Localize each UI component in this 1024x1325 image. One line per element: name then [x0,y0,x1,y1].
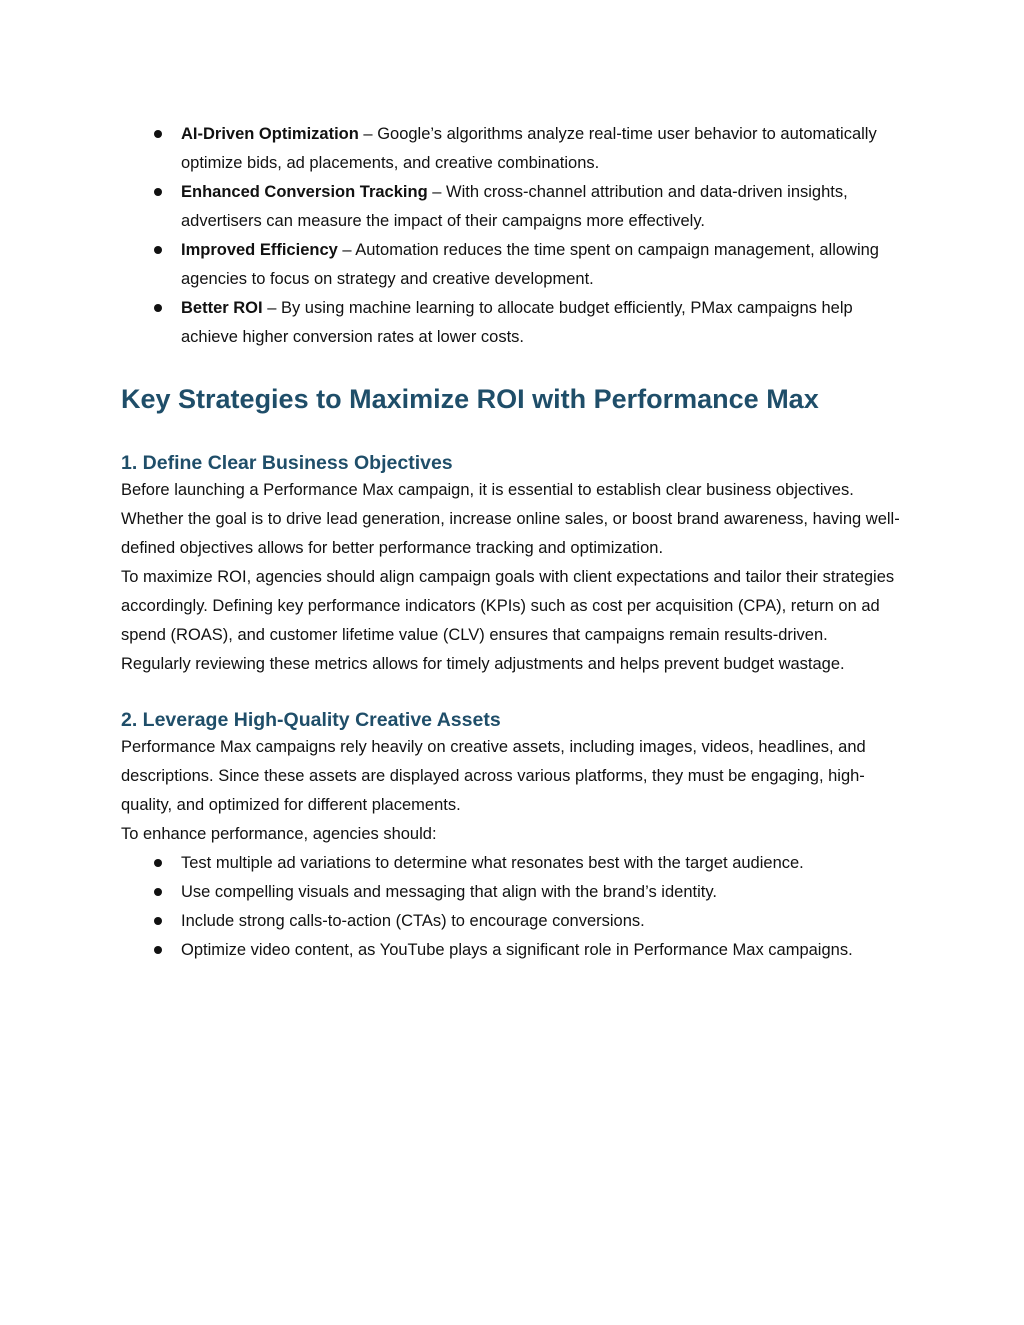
bullet-icon [154,888,162,896]
list-item [121,294,901,352]
list-item [121,907,901,936]
section-1-paragraph-2: To maximize ROI, agencies should align campaign goals with client expectations and tailor their strategies accordingly. Defining key performance indicators (KPIs) such as cost per acquisition (CPA), return on ad spend (ROAS), and customer lifetime value (CLV) ensures that campaigns remain results-driven. Regularly reviewing these metrics allows for timely adjustments and helps prevent budget wastage. [121,568,895,673]
section-1-title: 1. Define Clear Business Objectives [121,452,453,474]
bullet-icon [154,246,162,254]
list-item [121,878,901,907]
list-item [121,849,901,878]
section-2-paragraph-1: Performance Max campaigns rely heavily on creative assets, including images, videos, headlines, and descriptions. Since these assets are displayed across various platforms, they must be engaging, high-quality, and optimized for different placements. [121,738,866,814]
list-item [121,936,901,965]
section-1-paragraph-1: Before launching a Performance Max campaign, it is essential to establish clear business objectives. Whether the goal is to drive lead generation, increase online sales, or boost brand awareness, having well-defined objectives allows for better performance tracking and optimization. [121,481,900,557]
bullet-icon [154,946,162,954]
document-content [121,120,901,965]
list-item-text: – By using machine learning to allocate budget efficiently, PMax campaigns help achieve higher conversion rates at lower costs. [181,299,853,346]
list-item-text: Use compelling visuals and messaging that align with the brand’s identity. [181,883,717,901]
list-item-title: Improved Efficiency [181,241,338,259]
list-item-title: Enhanced Conversion Tracking [181,183,428,201]
creative-tips-list [121,849,901,965]
bullet-icon [154,130,162,138]
list-item-text: – With cross-channel attribution and data-driven insights, advertisers can measure the impact of their campaigns more effectively. [181,183,848,230]
list-item [121,120,901,178]
section-2-paragraph-2: To enhance performance, agencies should: [121,825,437,843]
list-item-title: Better ROI [181,299,263,317]
list-item-text: – Automation reduces the time spent on campaign management, allowing agencies to focus on strategy and creative development. [181,241,879,288]
bullet-icon [154,859,162,867]
list-item-text: Include strong calls-to-action (CTAs) to encourage conversions. [181,912,645,930]
benefits-list [121,120,901,352]
list-item [121,178,901,236]
bullet-icon [154,304,162,312]
bullet-icon [154,188,162,196]
bullet-icon [154,917,162,925]
list-item-text: Test multiple ad variations to determine what resonates best with the target audience. [181,854,804,872]
main-heading: Key Strategies to Maximize ROI with Performance Max [121,384,819,414]
list-item-text: Optimize video content, as YouTube plays a significant role in Performance Max campaigns. [181,941,853,959]
list-item-text: – Google’s algorithms analyze real-time user behavior to automatically optimize bids, ad placements, and creative combinations. [181,125,877,172]
list-item-title: AI-Driven Optimization [181,125,359,143]
list-item [121,236,901,294]
section-2-title: 2. Leverage High-Quality Creative Assets [121,709,501,731]
